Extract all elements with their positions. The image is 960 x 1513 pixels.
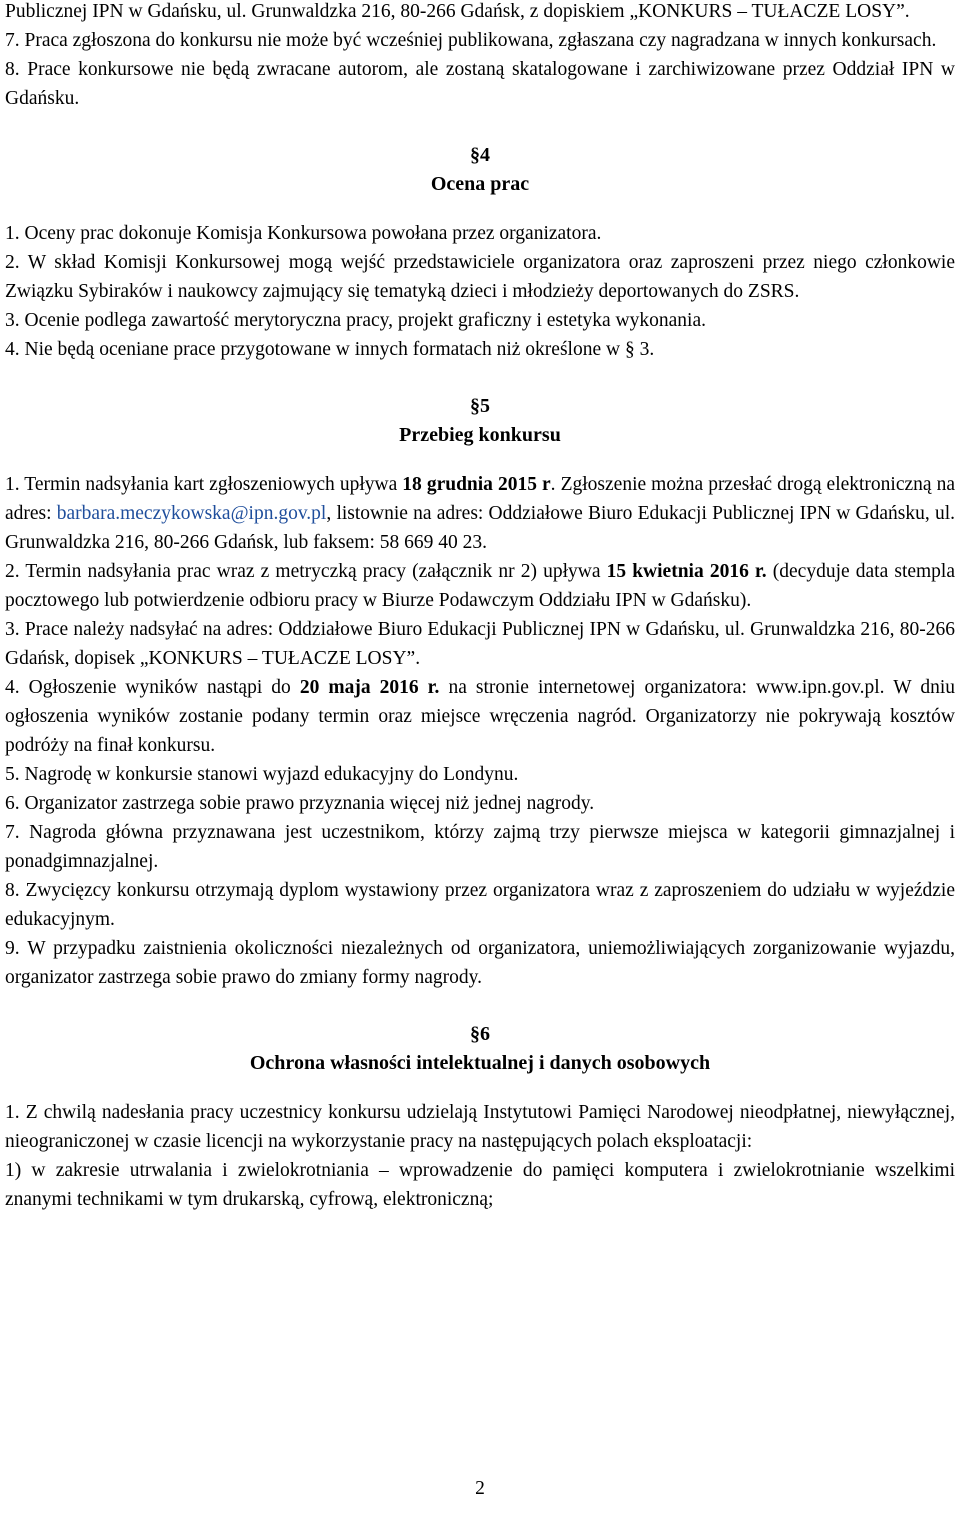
lead-paragraph: Publicznej IPN w Gdańsku, ul. Grunwaldzka 216, 80-266 Gdańsk, z dopiskiem „KONKURS – TUŁACZE LOSY”. — [5, 1, 910, 22]
item-text: (decyduje data stempla pocztowego lub potwierdzenie odbioru pracy w Biurze Podawczym Oddziału IPN w Gdańsku). — [5, 561, 956, 611]
list-item: 1. Z chwilą nadesłania pracy uczestnicy konkursu udzielają Instytutowi Pamięci Narodowej nieodpłatnej, niewyłącznej, nieograniczonej w czasie licencji na wykorzystanie pracy na następujących polach eksploatacji: — [5, 1102, 955, 1152]
section-5-title: Przebieg konkursu — [399, 424, 561, 446]
section-4-number: §4 — [470, 144, 490, 166]
list-item: 6. Organizator zastrzega sobie prawo przyznania więcej niż jednej nagrody. — [5, 793, 595, 814]
list-item — [5, 470, 955, 557]
list-item: 7. Nagroda główna przyznawana jest uczestnikom, którzy zajmą trzy pierwsze miejsca w kategorii gimnazjalnej i ponadgimnazjalnej. — [5, 822, 955, 872]
email-link[interactable]: barbara.meczykowska@ipn.gov.pl — [56, 503, 327, 524]
section-5-list — [5, 470, 955, 992]
item-text: na stronie internetowej organizatora: www.ipn.gov.pl. W dniu ogłoszenia wyników zostanie podany termin oraz miejsce wręczenia nagród. Organizatorzy nie pokrywają kosztów podróży na finał konkursu. — [5, 677, 955, 756]
item-text: . Zgłoszenie można przesłać drogą elektroniczną na adres: — [5, 474, 956, 524]
list-item — [5, 673, 955, 760]
list-item: 3. Ocenie podlega zawartość merytoryczna pracy, projekt graficzny i estetyka wykonania. — [5, 310, 706, 331]
section-6-number: §6 — [470, 1023, 490, 1045]
lead-paragraph: 8. Prace konkursowe nie będą zwracane autorom, ale zostaną skatalogowane i zarchiwizowane przez Oddział IPN w Gdańsku. — [5, 59, 955, 109]
section-4-list — [5, 219, 955, 364]
lead-paragraph: 7. Praca zgłoszona do konkursu nie może być wcześniej publikowana, zgłaszana czy nagradzana w innych konkursach. — [5, 30, 937, 51]
section-6-list — [5, 1098, 955, 1214]
list-item: 9. W przypadku zaistnienia okoliczności niezależnych od organizatora, uniemożliwiających zorganizowanie wyjazdu, organizator zastrzega sobie prawo do zmiany formy nagrody. — [5, 938, 955, 988]
section-4-title: Ocena prac — [430, 173, 530, 195]
deadline-date: 15 kwietnia 2016 r. — [606, 561, 767, 582]
list-item: 8. Zwycięzcy konkursu otrzymają dyplom wystawiony przez organizatora wraz z zaproszeniem do udziału w wyjeździe edukacyjnym. — [5, 880, 955, 930]
item-text: 4. Ogłoszenie wyników nastąpi do — [5, 677, 300, 698]
document-page — [5, 0, 955, 1214]
deadline-date: 18 grudnia 2015 r — [402, 474, 551, 495]
item-text: 2. Termin nadsyłania prac wraz z metryczką pracy (załącznik nr 2) upływa — [5, 561, 607, 582]
results-date: 20 maja 2016 r. — [299, 677, 440, 698]
list-item — [5, 557, 955, 615]
list-item: 4. Nie będą oceniane prace przygotowane w innych formatach niż określone w § 3. — [5, 339, 655, 360]
list-item: 3. Prace należy nadsyłać na adres: Oddziałowe Biuro Edukacji Publicznej IPN w Gdańsku, ul. Grunwaldzka 216, 80-266 Gdańsk, dopisek „KONKURS – TUŁACZE LOSY”. — [5, 619, 955, 669]
page-number: 2 — [475, 1478, 485, 1499]
item-text: , listownie na adres: Oddziałowe Biuro Edukacji Publicznej IPN w Gdańsku, ul. Grunwaldzka 216, 80-266 Gdańsk, lub faksem: 58 669 40 23. — [5, 503, 956, 553]
list-item: 5. Nagrodę w konkursie stanowi wyjazd edukacyjny do Londynu. — [5, 764, 519, 785]
list-item: 1) w zakresie utrwalania i zwielokrotniania – wprowadzenie do pamięci komputera i zwielokrotnianie wszelkimi znanymi technikami w tym drukarską, cyfrową, elektroniczną; — [5, 1160, 955, 1210]
list-item: 2. W skład Komisji Konkursowej mogą wejść przedstawiciele organizatora oraz zaproszeni przez niego członkowie Związku Sybiraków i naukowcy zajmujący się tematyką dzieci i młodzieży deportowanych do ZSRS. — [5, 252, 955, 302]
section-6-title: Ochrona własności intelektualnej i danych osobowych — [249, 1052, 711, 1074]
list-item: 1. Oceny prac dokonuje Komisja Konkursowa powołana przez organizatora. — [5, 223, 602, 244]
section-5-number: §5 — [470, 395, 490, 417]
item-text: 1. Termin nadsyłania kart zgłoszeniowych upływa — [5, 474, 403, 495]
